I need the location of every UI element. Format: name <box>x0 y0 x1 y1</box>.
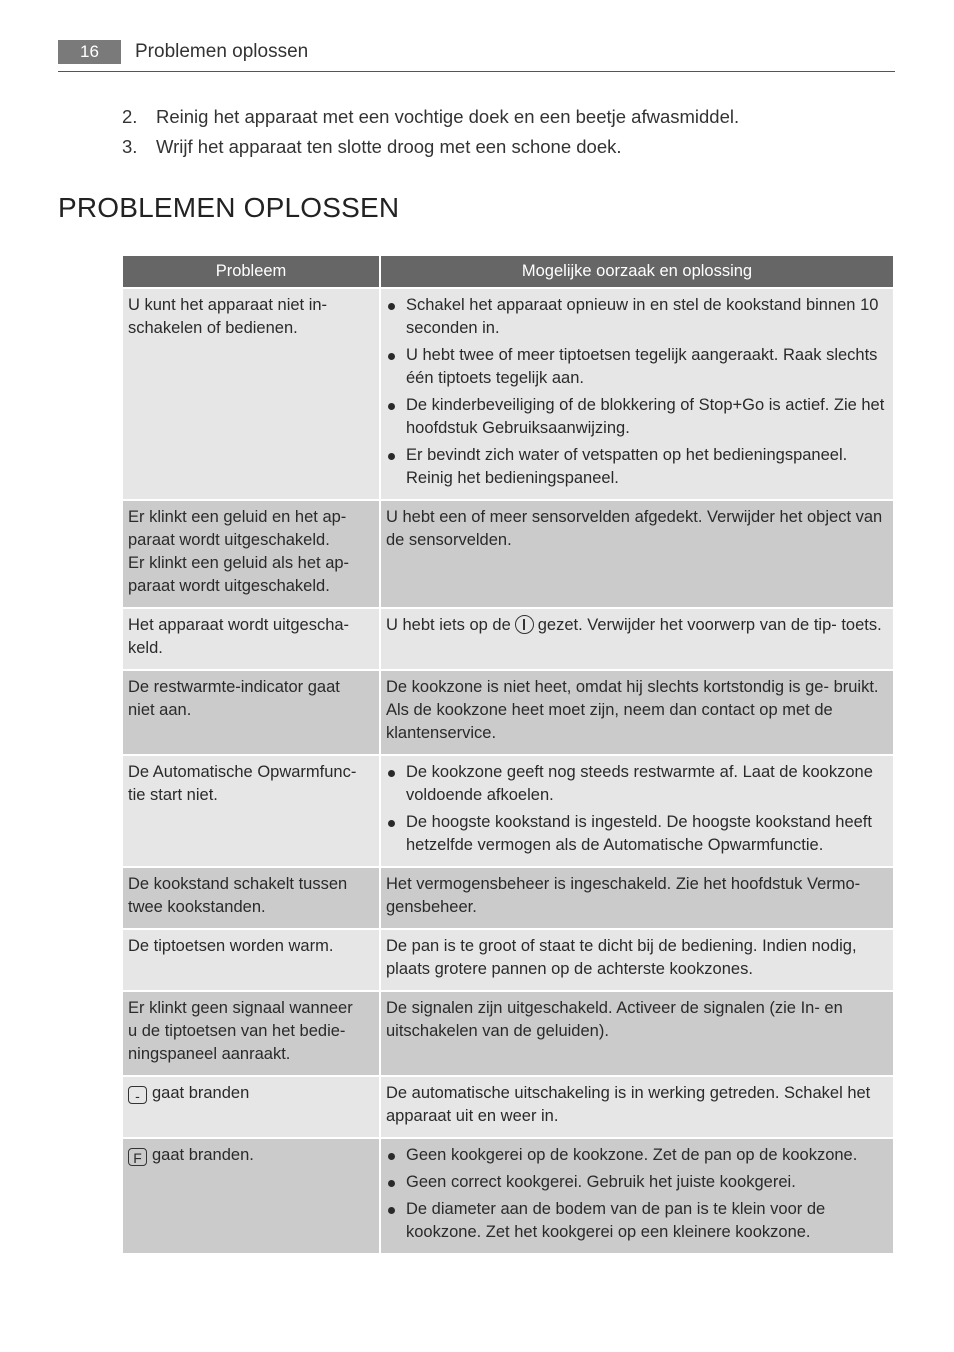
step-item <box>122 134 902 160</box>
solution-text: Het vermogensbeheer is ingeschakeld. Zie het hoofdstuk Vermo- gensbeheer. <box>386 875 861 916</box>
table-row <box>123 609 893 669</box>
problem-text: niet aan. <box>128 701 192 719</box>
solution-cell <box>381 930 893 990</box>
solution-text: De hoogste kookstand is ingesteld. De hoogste kookstand heeft hetzelfde vermogen als de Automatische Opwarmfunctie. <box>406 813 872 854</box>
table-row <box>123 289 893 499</box>
bullet-icon <box>388 1153 395 1160</box>
solution-text: De automatische uitschakeling is in werking getreden. Schakel het apparaat uit en weer in. <box>386 1084 871 1125</box>
problem-cell <box>123 930 379 990</box>
solution-text: Er bevindt zich water of vetspatten op het bedieningspaneel. Reinig het bedieningspaneel. <box>406 446 848 487</box>
display-symbol-icon: F <box>128 1148 147 1166</box>
column-header-solution: Mogelijke oorzaak en oplossing <box>381 256 893 287</box>
solution-cell <box>381 868 893 928</box>
table-body <box>123 289 893 1253</box>
table-row <box>123 501 893 607</box>
power-icon <box>515 615 534 634</box>
step-text: Reinig het apparaat met een vochtige doek en een beetje afwasmiddel. <box>156 106 740 127</box>
bullet-icon <box>388 403 395 410</box>
problem-cell <box>123 289 379 499</box>
solution-text: De diameter aan de bodem van de pan is te klein voor de kookzone. Zet het kookgerei op een kleinere kookzone. <box>406 1200 826 1241</box>
solution-text: Schakel het apparaat opnieuw in en stel de kookstand binnen 10 seconden in. <box>406 296 879 337</box>
list-item <box>386 1198 887 1244</box>
steps-list <box>122 104 902 164</box>
problem-text: De restwarmte-indicator gaat <box>128 678 340 696</box>
solution-cell <box>381 1077 893 1137</box>
problem-text: U kunt het apparaat niet in- <box>128 296 328 314</box>
solution-text: De kookzone is niet heet, omdat hij slechts kortstondig is ge- bruikt. Als de kookzone heet moet zijn, neem dan contact op met de klantenservice. <box>386 678 879 742</box>
problem-cell <box>123 1077 379 1137</box>
section-title: PROBLEMEN OPLOSSEN <box>58 192 400 223</box>
solution-text: De kookzone geeft nog steeds restwarmte af. Laat de kookzone voldoende afkoelen. <box>406 763 873 804</box>
bullet-icon <box>388 453 395 460</box>
bullet-icon <box>388 353 395 360</box>
list-item <box>386 1171 887 1194</box>
step-number: 3. <box>122 136 138 157</box>
problem-text: keld. <box>128 639 163 657</box>
problem-text: ningspaneel aanraakt. <box>128 1045 291 1063</box>
problem-text: paraat wordt uitgeschakeld. <box>128 531 330 549</box>
problem-text: De tiptoetsen worden warm. <box>128 937 334 955</box>
list-item <box>386 761 887 807</box>
solution-cell <box>381 992 893 1075</box>
solution-cell <box>381 1139 893 1253</box>
list-item <box>386 444 887 490</box>
table-row <box>123 868 893 928</box>
problem-text: De kookstand schakelt tussen <box>128 875 348 893</box>
bullet-icon <box>388 770 395 777</box>
bullet-icon <box>388 1180 395 1187</box>
problem-cell <box>123 1139 379 1253</box>
problem-text: Er klinkt een geluid als het ap- <box>128 554 350 572</box>
step-number: 2. <box>122 106 138 127</box>
column-header-problem: Probleem <box>123 256 379 287</box>
problem-cell <box>123 671 379 754</box>
problem-cell <box>123 501 379 607</box>
problem-text: twee kookstanden. <box>128 898 266 916</box>
table-row <box>123 992 893 1075</box>
list-item <box>386 294 887 340</box>
step-text: Wrijf het apparaat ten slotte droog met een schone doek. <box>156 136 622 157</box>
solution-text: De signalen zijn uitgeschakeld. Activeer de signalen (zie In- en uitschakelen van de geluiden). <box>386 999 843 1040</box>
solution-cell <box>381 609 893 669</box>
solution-cell <box>381 671 893 754</box>
solution-text: De pan is te groot of staat te dicht bij de bediening. Indien nodig, plaats grotere pannen op de achterste kookzones. <box>386 937 857 978</box>
bullet-icon <box>388 303 395 310</box>
problem-text: u de tiptoetsen van het bedie- <box>128 1022 346 1040</box>
problem-text: gaat branden. <box>152 1146 254 1164</box>
problem-text: Er klinkt een geluid en het ap- <box>128 508 347 526</box>
page-header <box>58 38 895 72</box>
display-symbol-icon: - <box>128 1086 147 1104</box>
problem-text: Het apparaat wordt uitgescha- <box>128 616 350 634</box>
table-row <box>123 756 893 866</box>
table-header-row <box>123 256 893 287</box>
step-item <box>122 104 902 130</box>
list-item <box>386 1144 887 1167</box>
problem-cell <box>123 992 379 1075</box>
solution-list <box>386 761 887 857</box>
problem-text: Er klinkt geen signaal wanneer <box>128 999 353 1017</box>
problem-text: tie start niet. <box>128 786 218 804</box>
problem-cell <box>123 609 379 669</box>
problem-cell <box>123 756 379 866</box>
table-row <box>123 1139 893 1253</box>
solution-text: De kinderbeveiliging of de blokkering of Stop+Go is actief. Zie het hoofdstuk Gebruiksaanwijzing. <box>406 396 885 437</box>
solution-text: U hebt iets op de <box>386 616 511 634</box>
list-item <box>386 344 887 390</box>
solution-cell <box>381 501 893 607</box>
solution-cell <box>381 289 893 499</box>
solution-list <box>386 1144 887 1244</box>
table-row <box>123 930 893 990</box>
problem-text: schakelen of bedienen. <box>128 319 298 337</box>
problem-text: De Automatische Opwarmfunc- <box>128 763 357 781</box>
solution-text: U hebt twee of meer tiptoetsen tegelijk aangeraakt. Raak slechts één tiptoets tegelijk aan. <box>406 346 878 387</box>
page-number: 16 <box>58 40 121 64</box>
list-item <box>386 811 887 857</box>
solution-text: Geen kookgerei op de kookzone. Zet de pan op de kookzone. <box>406 1146 858 1164</box>
problem-text: paraat wordt uitgeschakeld. <box>128 577 330 595</box>
solution-text: Geen correct kookgerei. Gebruik het juiste kookgerei. <box>406 1173 796 1191</box>
solution-text: gezet. Verwijder het voorwerp van de tip- toets. <box>537 616 882 634</box>
table-row <box>123 1077 893 1137</box>
header-title: Problemen oplossen <box>135 41 309 62</box>
solution-text: U hebt een of meer sensorvelden afgedekt. Verwijder het object van de sensorvelden. <box>386 508 883 549</box>
bullet-icon <box>388 1207 395 1214</box>
table-row <box>123 671 893 754</box>
problem-text: gaat branden <box>152 1084 250 1102</box>
bullet-icon <box>388 820 395 827</box>
problem-cell <box>123 868 379 928</box>
troubleshooting-table <box>121 254 895 1255</box>
solution-list <box>386 294 887 490</box>
list-item <box>386 394 887 440</box>
solution-cell <box>381 756 893 866</box>
